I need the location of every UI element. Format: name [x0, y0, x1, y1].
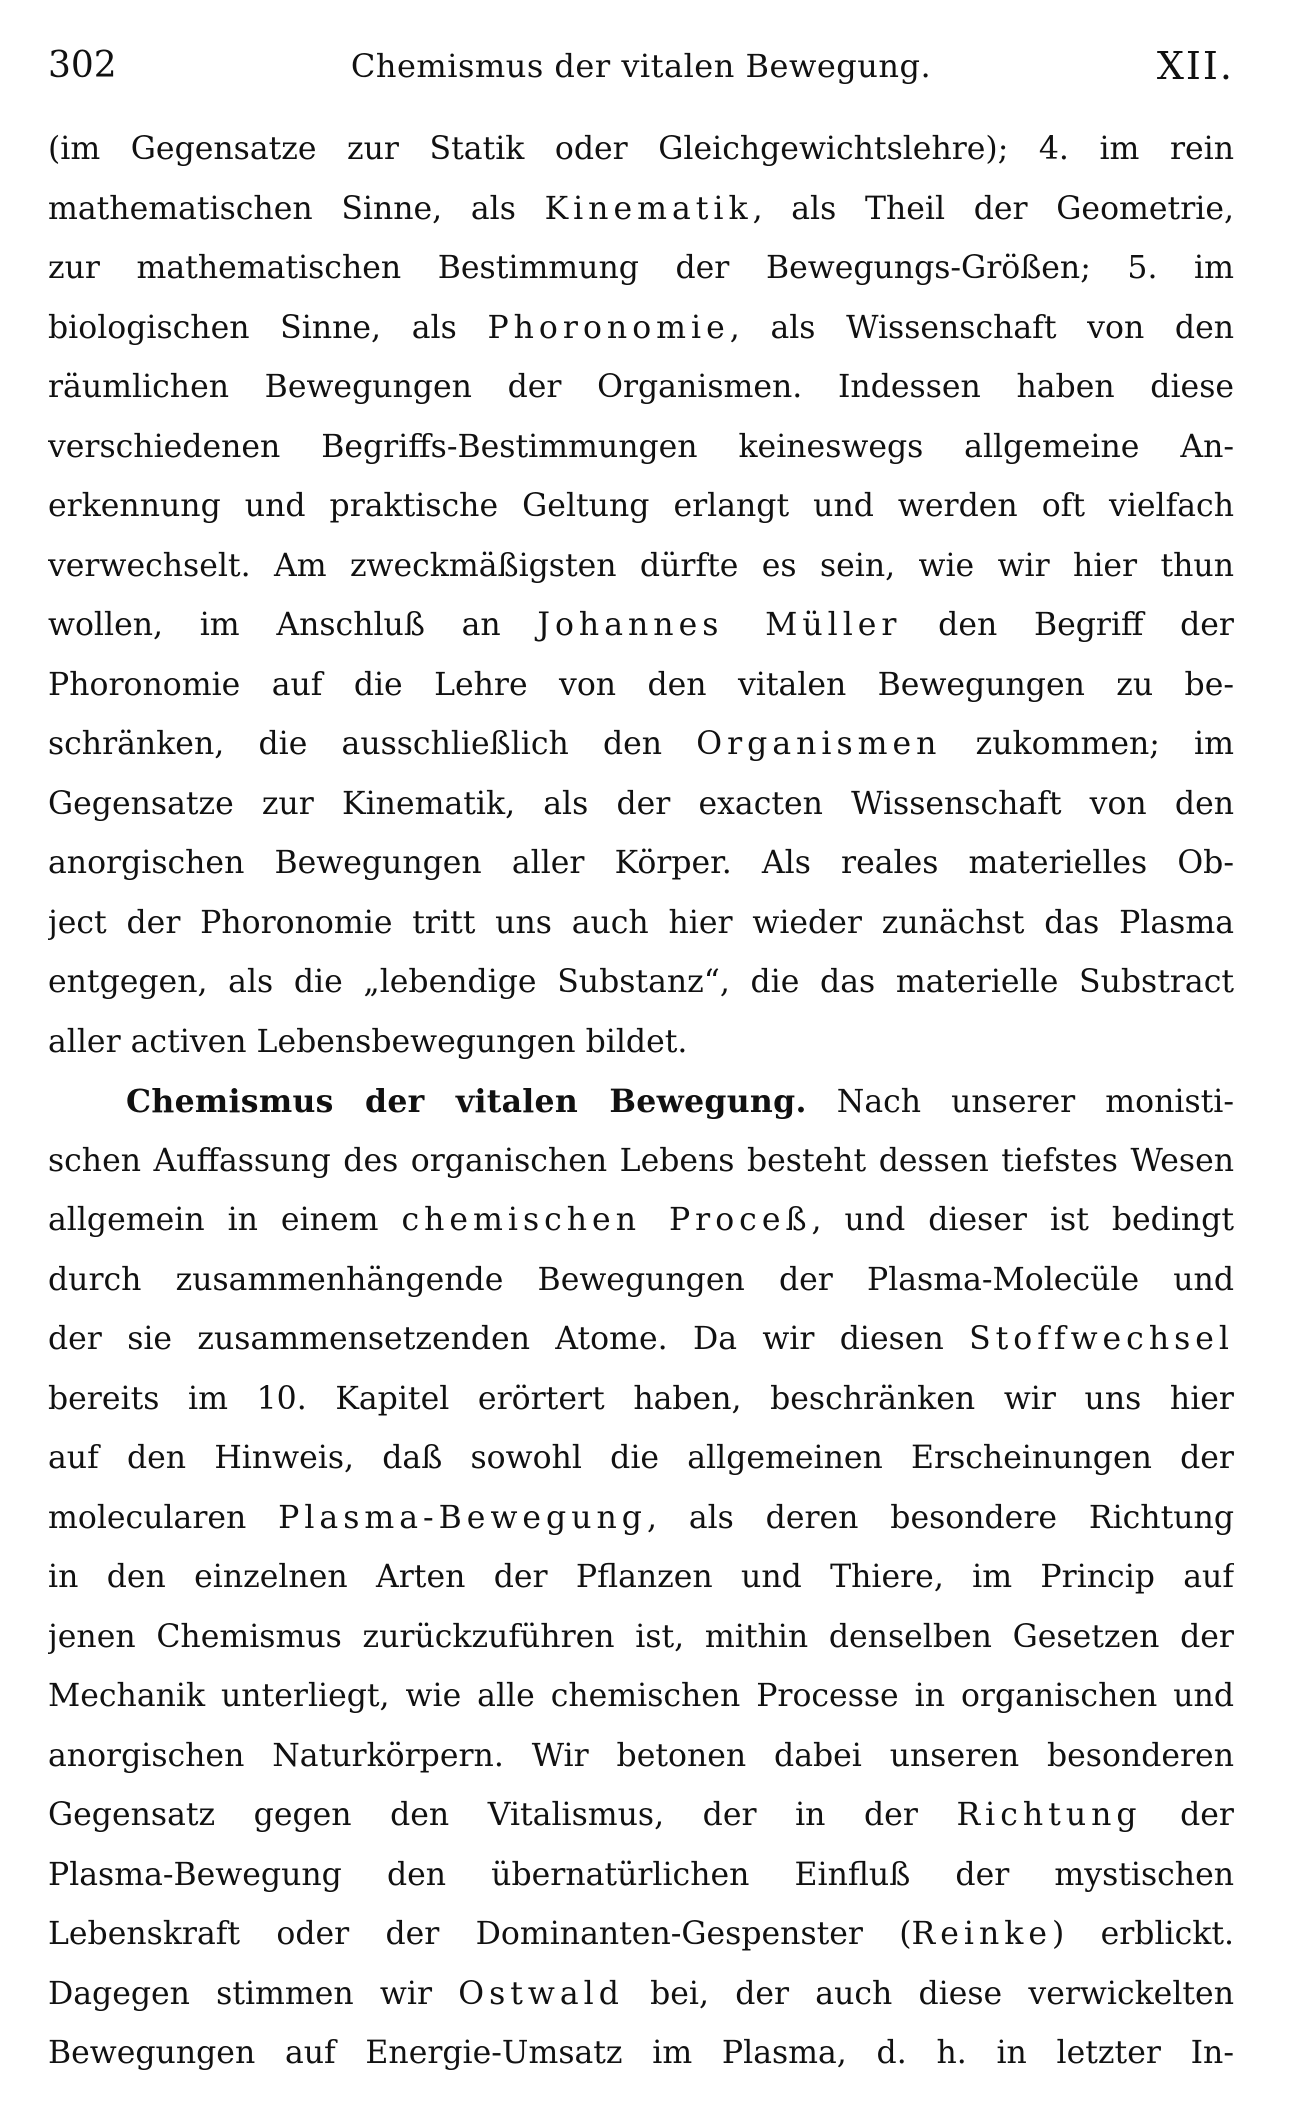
- text-line: [48, 715, 1234, 775]
- text-line: [48, 1548, 1234, 1608]
- emphasis-span: Stoffwechsel: [969, 1321, 1234, 1357]
- text-line: [48, 1905, 1234, 1965]
- text-line: [48, 1965, 1234, 2025]
- emphasis-span: Organismen: [696, 726, 942, 762]
- text-span: Nach unserer monisti-: [806, 1084, 1234, 1120]
- text-span: verwechselt. Am zweckmäßigsten dürfte es sein, wie wir hier thun: [48, 547, 1234, 584]
- text-span: anorgischen Naturkörpern. Wir betonen dabei unseren besonderen: [48, 1737, 1234, 1774]
- text-line: [48, 894, 1234, 954]
- text-line: [48, 1489, 1234, 1549]
- text-span: der sie zusammensetzenden Atome. Da wir diesen: [48, 1321, 970, 1357]
- text-span: in den einzelnen Arten der Pflanzen und Thiere, im Princip auf: [48, 1559, 1234, 1595]
- text-line: [48, 418, 1234, 478]
- paragraph-2: [48, 1072, 1234, 2084]
- text-line: [48, 477, 1234, 537]
- text-line: [48, 537, 1234, 597]
- text-span: anorgischen Bewegungen aller Körper. Als reales materielles Ob-: [48, 845, 1234, 881]
- text-span: Gegensatz gegen den Vitalismus, der in der: [48, 1797, 957, 1833]
- text-span: auf den Hinweis, daß sowohl die allgemeinen Erscheinungen der: [48, 1440, 1234, 1476]
- text-span: erkennung und praktische Geltung erlangt und werden oft vielfach: [48, 488, 1234, 524]
- text-line: [48, 834, 1234, 894]
- text-line: [48, 1608, 1234, 1668]
- text-line: [48, 1846, 1234, 1906]
- emphasis-span: Johannes Müller: [537, 607, 902, 643]
- text-span: (im Gegensatze zur Statik oder Gleichgewichtslehre); 4. im rein: [48, 131, 1234, 167]
- text-span: entgegen, als die „lebendige Substanz“, die das materielle Substract: [48, 964, 1234, 1000]
- paragraph-1: [48, 120, 1234, 1072]
- text-span: Mechanik unterliegt, wie alle chemischen Processe in organischen und: [48, 1678, 1234, 1714]
- running-header: [48, 36, 1234, 96]
- emphasis-span: Kinematik: [544, 190, 753, 227]
- text-span: Plasma-Bewegung den übernatürlichen Einfluß der mystischen: [48, 1856, 1234, 1893]
- text-span: Dagegen stimmen wir: [48, 1975, 459, 2012]
- text-span: , als Wissenschaft von den: [729, 309, 1234, 346]
- text-span: bereits im 10. Kapitel erörtert haben, beschränken wir uns hier: [48, 1380, 1234, 1417]
- text-span: schränken, die ausschließlich den: [48, 726, 697, 762]
- text-line: [48, 1132, 1234, 1192]
- text-span: allgemein in einem: [48, 1202, 402, 1238]
- page-number: 302: [48, 45, 117, 86]
- text-line: [48, 1310, 1234, 1370]
- running-title: Chemismus der vitalen Bewegung.: [350, 47, 932, 85]
- text-span: verschiedenen Begriffs-Bestimmungen keineswegs allgemeine An-: [48, 428, 1234, 465]
- text-span: Gegensatze zur Kinematik, als der exacten Wissenschaft von den: [48, 785, 1234, 822]
- text-span: mathematischen Sinne, als: [48, 190, 545, 227]
- text-line: [48, 299, 1234, 359]
- text-span: zur mathematischen Bestimmung der Bewegungs-Größen; 5. im: [48, 250, 1234, 286]
- text-line: [48, 2024, 1234, 2084]
- text-span: zukommen; im: [941, 726, 1234, 762]
- text-span: , als deren besondere Richtung: [646, 1499, 1234, 1536]
- text-line: [48, 596, 1234, 656]
- text-line: [48, 1727, 1234, 1787]
- text-span: aller activen Lebensbewegungen bildet.: [48, 1023, 688, 1060]
- text-line: [48, 239, 1234, 299]
- text-line: [48, 775, 1234, 835]
- text-span: biologischen Sinne, als: [48, 309, 488, 346]
- text-span: schen Auffassung des organischen Lebens besteht dessen tiefstes Wesen: [48, 1142, 1234, 1179]
- text-line: [48, 953, 1234, 1013]
- text-span: den Begriff der: [901, 607, 1234, 643]
- text-line: [48, 1191, 1234, 1251]
- text-span: Bewegungen auf Energie-Umsatz im Plasma, d. h. in letzter In-: [48, 2035, 1234, 2071]
- text-line: [48, 1429, 1234, 1489]
- emphasis-span: Ostwald: [458, 1975, 624, 2012]
- text-line: [48, 1072, 1234, 1132]
- text-line: [48, 1786, 1234, 1846]
- text-span: molecularen: [48, 1499, 279, 1536]
- text-line: [48, 120, 1234, 180]
- text-line: [48, 1251, 1234, 1311]
- text-span: , und dieser ist bedingt: [811, 1202, 1234, 1238]
- text-span: Lebenskraft oder der Dominanten-Gespenster (: [48, 1916, 912, 1952]
- text-span: Phoronomie auf die Lehre von den vitalen Bewegungen zu be-: [48, 666, 1234, 703]
- emphasis-span: Richtung: [956, 1797, 1142, 1833]
- text-span: bei, der auch diese verwickelten: [623, 1975, 1234, 2012]
- text-line: [48, 358, 1234, 418]
- text-span: räumlichen Bewegungen der Organismen. Indessen haben diese: [48, 369, 1234, 405]
- text-body: [48, 120, 1234, 2084]
- text-line: [48, 180, 1234, 240]
- text-span: durch zusammenhängende Bewegungen der Plasma-Molecüle und: [48, 1261, 1234, 1298]
- emphasis-span: Phoronomie: [487, 309, 730, 346]
- section-heading: Chemismus der vitalen Bewegung.: [126, 1083, 807, 1120]
- emphasis-span: Plasma-Bewegung: [278, 1499, 647, 1536]
- text-span: ) erblickt.: [1052, 1916, 1234, 1952]
- text-span: jenen Chemismus zurückzuführen ist, mithin denselben Gesetzen der: [48, 1618, 1234, 1655]
- chapter-number: XII.: [1156, 44, 1234, 88]
- emphasis-span: Reinke: [911, 1916, 1052, 1952]
- text-span: ject der Phoronomie tritt uns auch hier wieder zunächst das Plasma: [48, 904, 1234, 941]
- text-line: [48, 656, 1234, 716]
- text-line: [48, 1013, 1234, 1073]
- text-span: wollen, im Anschluß an: [48, 607, 538, 643]
- text-line: [48, 1370, 1234, 1430]
- emphasis-span: chemischen Proceß: [401, 1202, 812, 1238]
- text-span: , als Theil der Geometrie,: [752, 190, 1234, 227]
- text-line: [48, 1667, 1234, 1727]
- text-span: der: [1141, 1797, 1234, 1833]
